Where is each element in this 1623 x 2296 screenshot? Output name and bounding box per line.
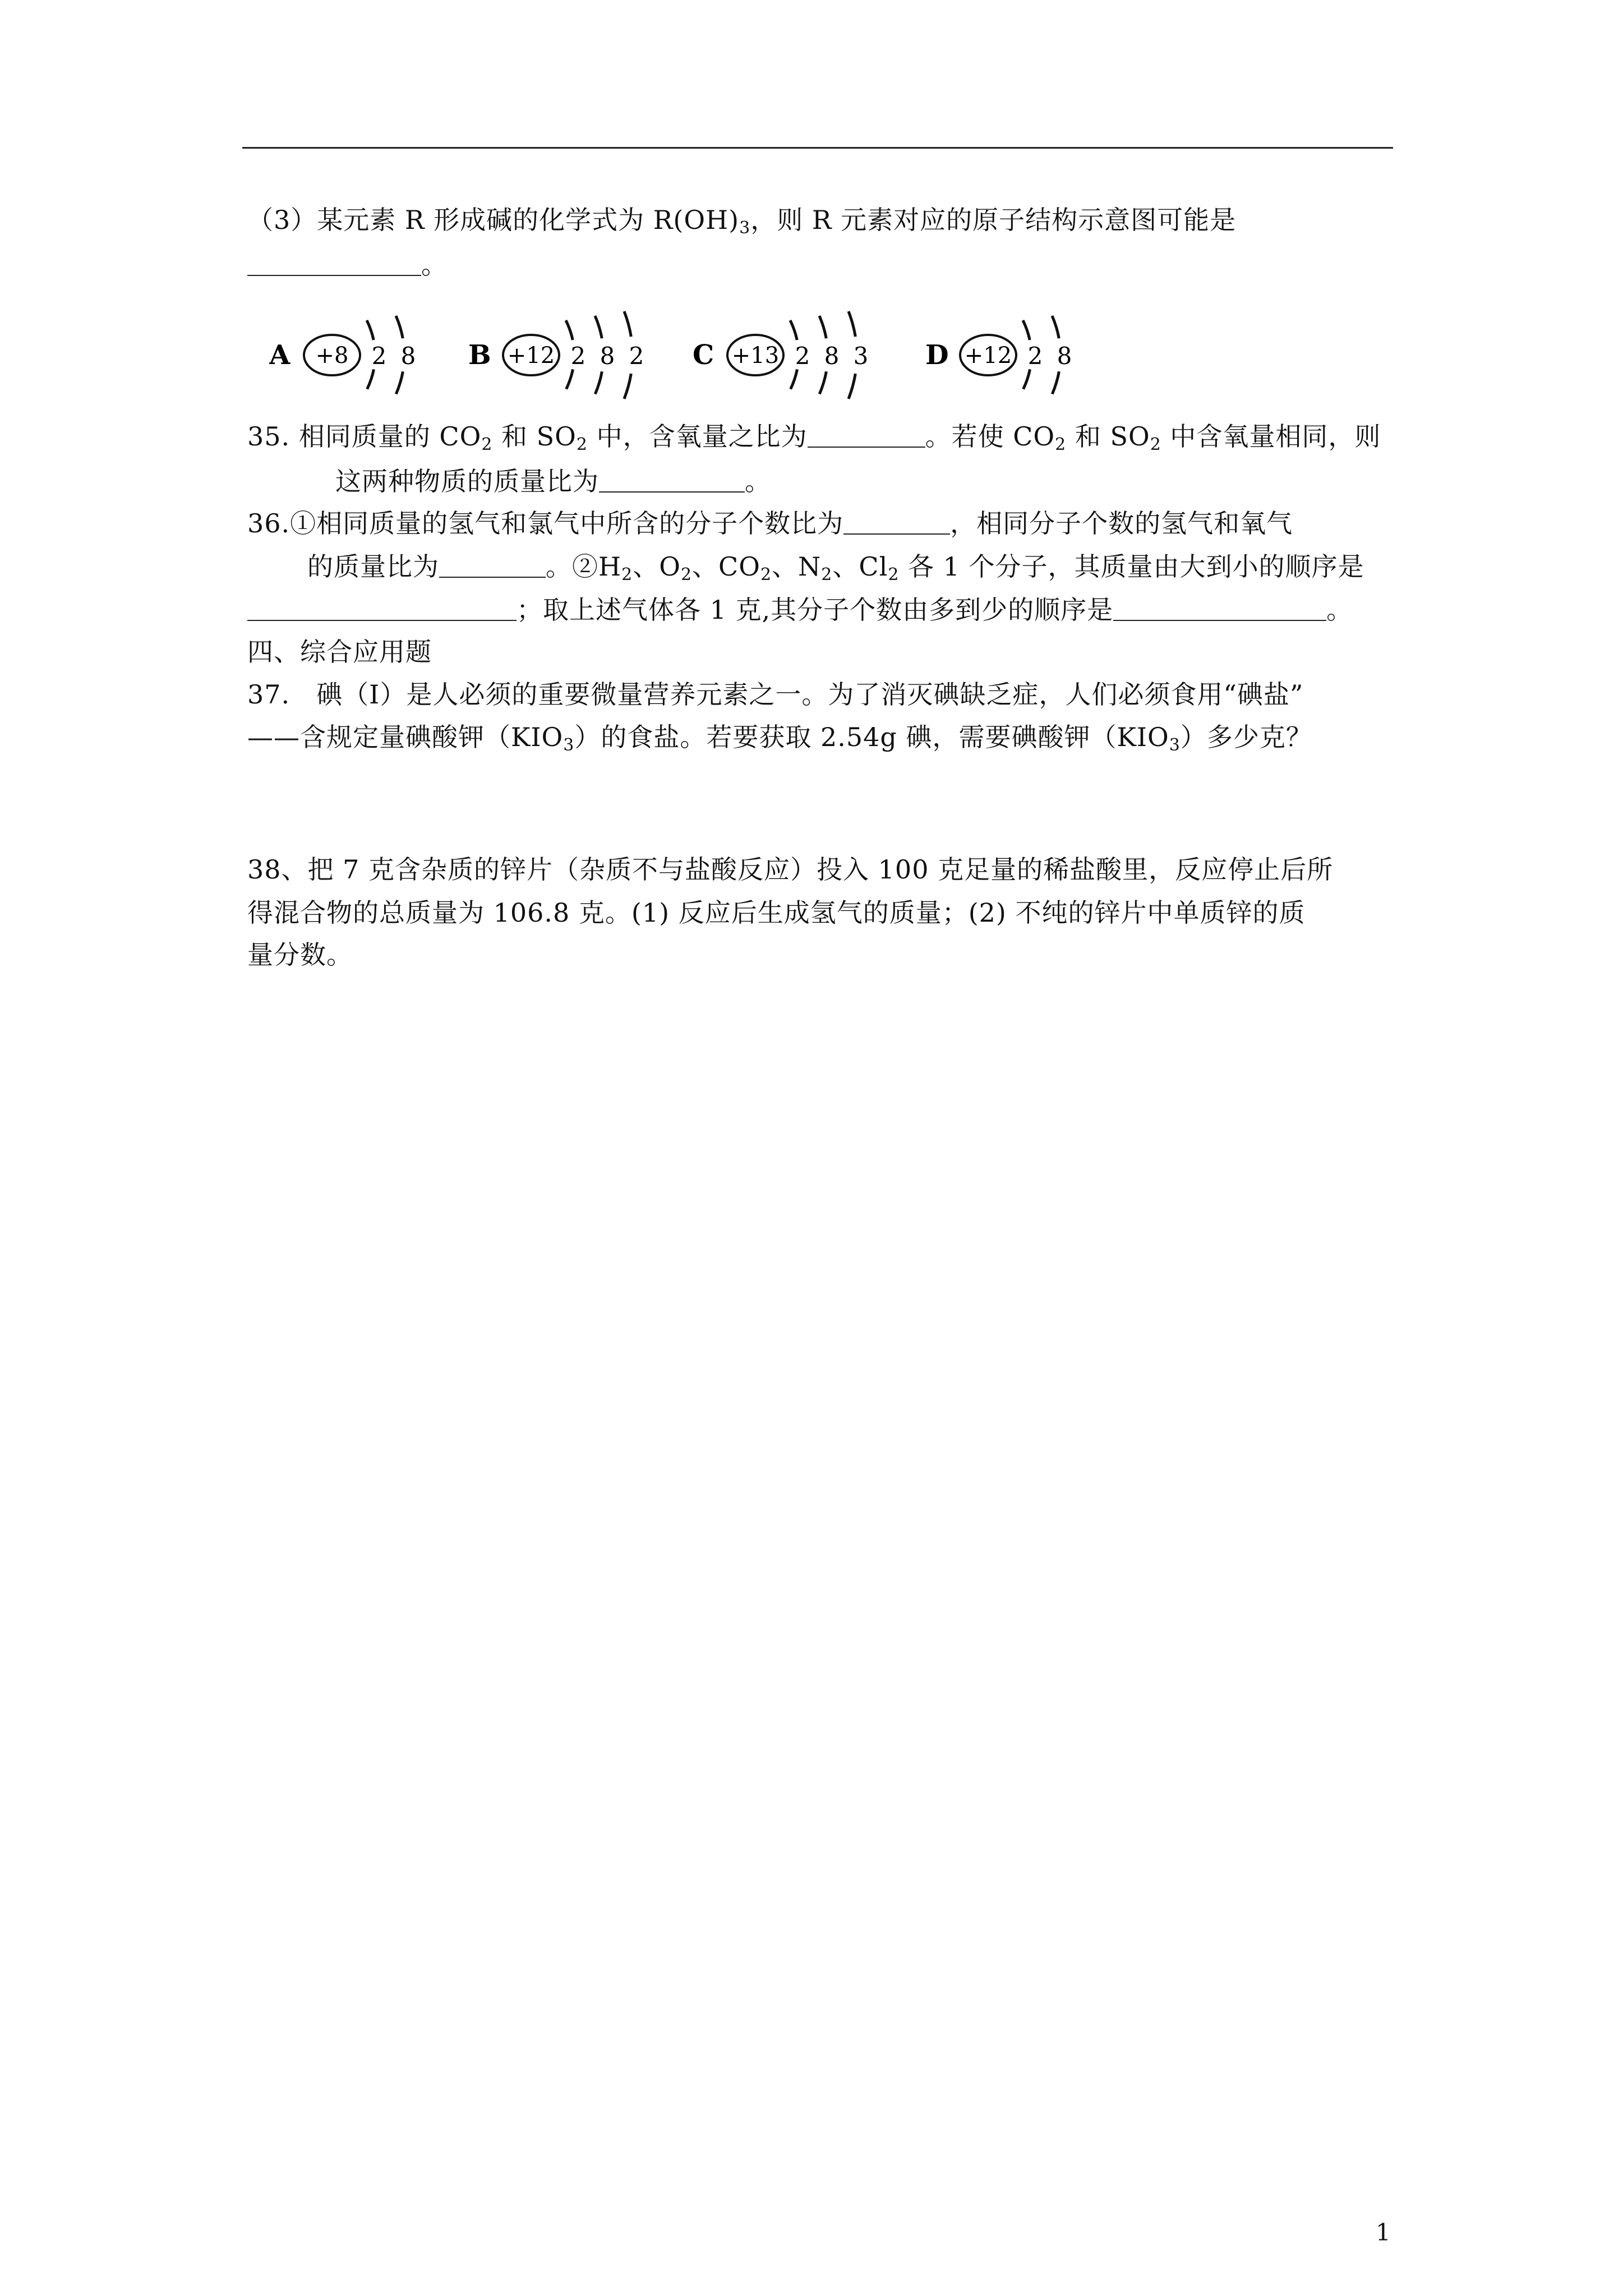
q36-blank-4[interactable] — [1113, 599, 1326, 621]
q35-line2: 这两种物质的质量比为 。 — [335, 466, 771, 496]
q38-line2: 得混合物的总质量为 106.8 克。(1) 反应后生成氢气的质量；(2) 不纯的锌片中单质锌的质 — [247, 898, 1306, 928]
q34-3-text: （3）某元素 R 形成碱的化学式为 $R(OH)_3$，则 R 元素对应的原子结构示意图可能是 — [247, 205, 1237, 238]
atom-option-a[interactable] — [269, 316, 416, 394]
q38-line1: 38、把 7 克含杂质的锌片（杂质不与盐酸反应）投入 100 克足量的稀盐酸里，反应停止后所 — [247, 854, 1334, 885]
electron-count: 2 — [795, 342, 810, 370]
nucleus-charge: +12 — [964, 343, 1012, 369]
q37-line1: 37. 碘（I）是人必须的重要微量营养元素之一。为了消灭碘缺乏症，人们必须食用“碘盐” — [247, 679, 1304, 710]
nucleus-charge: +8 — [315, 343, 349, 369]
option-letter: D — [925, 339, 949, 371]
q36-blank-3[interactable] — [247, 599, 517, 621]
nucleus-charge: +13 — [731, 343, 780, 369]
answer-blank[interactable] — [247, 254, 421, 276]
electron-count: 8 — [1057, 342, 1072, 370]
q36-blank-1[interactable] — [843, 512, 950, 535]
electron-count: 2 — [629, 342, 644, 370]
electron-count: 3 — [853, 342, 869, 370]
atom-option-c[interactable] — [693, 311, 868, 399]
q37-line2: ——含规定量碘酸钾$(KIO_3)$的食盐。若要获取 2.54g 碘，需要碘酸钾$(KIO_3)$多少克？ — [247, 722, 1312, 755]
q35-line1: 35. 相同质量的 $CO_2$ 和 $SO_2$ 中，含氧量之比为 。若使 $CO_2$ 和 $SO_2$ 中含氧量相同，则 — [247, 421, 1381, 454]
electron-count: 2 — [1027, 342, 1043, 370]
q36-blank-2[interactable] — [439, 555, 546, 578]
header-rule — [242, 147, 1393, 149]
electron-count: 8 — [400, 342, 416, 370]
option-letter: C — [693, 339, 714, 371]
section-heading: 四、综合应用题 — [247, 637, 432, 667]
page-number: 1 — [1376, 2219, 1391, 2246]
q35-blank-2[interactable] — [599, 470, 745, 493]
q36-line2: 的质量比为 。$②H_2$、$O_2$、$CO_2$、$N_2$、$Cl_2$ 各 1 个分子，其质量由大到小的顺序是 — [307, 551, 1364, 585]
atom-structure-diagrams — [269, 295, 1144, 407]
option-letter: B — [468, 339, 491, 371]
q38-line3: 量分数。 — [247, 940, 353, 970]
atom-option-b[interactable] — [468, 311, 644, 399]
q34-3-answer-line: 。 — [247, 248, 448, 282]
atom-option-d[interactable] — [925, 316, 1072, 394]
q36-line1: 36.①相同质量的氢气和氯气中所含的分子个数比为 ，相同分子个数的氢气和氧气 — [247, 508, 1293, 539]
q36-line3: ；取上述气体各 1 克,其分子个数由多到少的顺序是 。 — [247, 593, 1353, 627]
electron-count: 2 — [371, 342, 387, 370]
nucleus-charge: +12 — [507, 343, 555, 369]
electron-count: 2 — [570, 342, 586, 370]
electron-count: 8 — [824, 342, 840, 370]
q35-blank-1[interactable] — [808, 425, 925, 448]
electron-count: 8 — [600, 342, 615, 370]
option-letter: A — [269, 339, 291, 371]
